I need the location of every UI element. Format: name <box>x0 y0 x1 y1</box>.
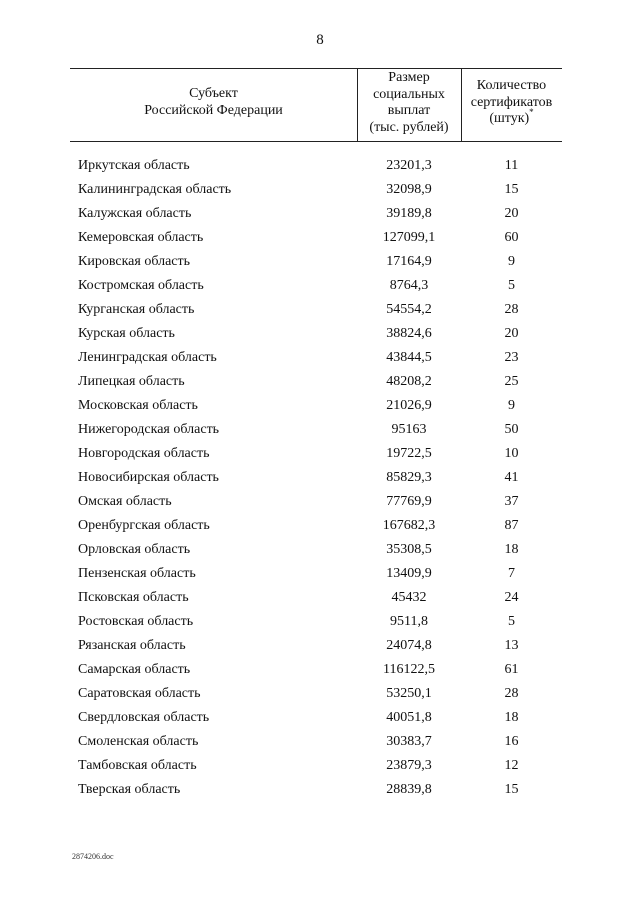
certificates-cell: 87 <box>504 518 519 533</box>
region-name-cell: Калужская область <box>78 206 192 221</box>
footnote-mark: * <box>529 107 534 118</box>
payments-cell: 9511,8 <box>390 614 428 629</box>
region-name-cell: Тверская область <box>78 782 181 797</box>
payments-cell: 77769,9 <box>386 494 432 509</box>
region-name-cell: Саратовская область <box>78 686 201 701</box>
table-row <box>0 731 640 755</box>
table-row <box>0 323 640 347</box>
region-name-cell: Иркутская область <box>78 158 190 173</box>
region-name-cell: Нижегородская область <box>78 422 220 437</box>
table-row <box>0 683 640 707</box>
table-row <box>0 443 640 467</box>
region-name-cell: Новгородская область <box>78 446 210 461</box>
column-header-payments-line: Размер <box>388 70 430 85</box>
payments-cell: 24074,8 <box>386 638 432 653</box>
column-header-payments-line: социальных <box>373 86 445 102</box>
certificates-cell: 15 <box>504 782 519 797</box>
certificates-cell: 18 <box>504 710 519 725</box>
certificates-cell: 41 <box>504 470 519 485</box>
region-name-cell: Курская область <box>78 326 175 341</box>
table-row <box>0 275 640 299</box>
certificates-cell: 37 <box>504 494 519 509</box>
certificates-cell: 23 <box>504 350 519 365</box>
payments-cell: 127099,1 <box>382 230 436 245</box>
table-row <box>0 659 640 683</box>
table-row <box>0 467 640 491</box>
payments-cell: 32098,9 <box>386 182 432 197</box>
certificates-cell: 60 <box>504 230 519 245</box>
table-row <box>0 419 640 443</box>
table-row <box>0 155 640 179</box>
payments-cell: 39189,8 <box>386 206 432 221</box>
certificates-cell: 9 <box>508 398 515 413</box>
certificates-cell: 9 <box>508 254 515 269</box>
column-header-payments <box>357 70 461 136</box>
column-header-certificates <box>461 78 562 128</box>
region-name-cell: Калининградская область <box>78 182 232 197</box>
table-row <box>0 251 640 275</box>
certificates-cell: 24 <box>504 590 519 605</box>
column-header-certificates-line <box>461 107 562 128</box>
payments-cell: 19722,5 <box>386 446 432 461</box>
region-name-cell: Псковская область <box>78 590 189 605</box>
certificates-cell: 20 <box>504 206 519 221</box>
payments-cell: 35308,5 <box>386 542 432 557</box>
document-id: 2874206.doc <box>72 852 114 861</box>
region-name-cell: Омская область <box>78 494 172 509</box>
payments-cell: 95163 <box>391 422 427 437</box>
payments-cell: 13409,9 <box>386 566 432 581</box>
table-top-rule <box>70 68 562 69</box>
certificates-cell: 25 <box>504 374 519 389</box>
region-name-cell: Тамбовская область <box>78 758 197 773</box>
payments-cell: 17164,9 <box>386 254 432 269</box>
table-row <box>0 347 640 371</box>
payments-cell: 167682,3 <box>382 518 436 533</box>
table-row <box>0 203 640 227</box>
certificates-cell: 5 <box>508 278 515 293</box>
column-header-subject-line: Субъект <box>189 86 238 101</box>
column-header-certificates-line: сертификатов <box>470 94 553 110</box>
certificates-cell: 28 <box>504 302 519 317</box>
table-row <box>0 707 640 731</box>
certificates-cell: 15 <box>504 182 519 197</box>
region-name-cell: Свердловская область <box>78 710 210 725</box>
payments-cell: 8764,3 <box>389 278 429 293</box>
table-row <box>0 515 640 539</box>
table-row <box>0 755 640 779</box>
column-header-subject <box>70 86 357 119</box>
certificates-cell: 28 <box>504 686 519 701</box>
payments-cell: 85829,3 <box>386 470 432 485</box>
region-name-cell: Рязанская область <box>78 638 186 653</box>
column-header-certificates-line: Количество <box>476 78 547 93</box>
table-row <box>0 395 640 419</box>
certificates-cell: 61 <box>504 662 519 677</box>
region-name-cell: Самарская область <box>78 662 191 677</box>
payments-cell: 28839,8 <box>386 782 432 797</box>
region-name-cell: Кировская область <box>78 254 191 269</box>
certificates-cell: 7 <box>508 566 515 581</box>
table-row <box>0 635 640 659</box>
region-name-cell: Липецкая область <box>78 374 185 389</box>
payments-cell: 40051,8 <box>386 710 432 725</box>
page-number: 8 <box>316 32 324 48</box>
region-name-cell: Ленинградская область <box>78 350 217 365</box>
certificates-cell: 20 <box>504 326 519 341</box>
table-row <box>0 227 640 251</box>
certificates-cell: 12 <box>504 758 519 773</box>
region-name-cell: Смоленская область <box>78 734 199 749</box>
certificates-cell: 13 <box>504 638 519 653</box>
region-name-cell: Костромская область <box>78 278 204 293</box>
table-row <box>0 779 640 803</box>
header-bottom-rule <box>70 141 562 142</box>
region-name-cell: Ростовская область <box>78 614 194 629</box>
column-header-subject-line: Российской Федерации <box>144 102 283 118</box>
table-row <box>0 299 640 323</box>
payments-cell: 45432 <box>391 590 427 605</box>
payments-cell: 116122,5 <box>383 662 435 677</box>
table-body <box>0 155 640 803</box>
region-name-cell: Оренбургская область <box>78 518 210 533</box>
region-name-cell: Кемеровская область <box>78 230 204 245</box>
payments-cell: 23879,3 <box>386 758 432 773</box>
table-row <box>0 563 640 587</box>
payments-cell: 48208,2 <box>386 374 432 389</box>
payments-cell: 38824,6 <box>386 326 432 341</box>
region-name-cell: Курганская область <box>78 302 195 317</box>
certificates-cell: 11 <box>504 158 519 173</box>
table-row <box>0 587 640 611</box>
table-row <box>0 371 640 395</box>
table-row <box>0 611 640 635</box>
table-row <box>0 179 640 203</box>
certificates-cell: 10 <box>504 446 519 461</box>
certificates-cell: 16 <box>504 734 519 749</box>
payments-cell: 43844,5 <box>386 350 432 365</box>
payments-cell: 23201,3 <box>386 158 432 173</box>
certificates-cell: 18 <box>504 542 519 557</box>
region-name-cell: Московская область <box>78 398 198 413</box>
table-row <box>0 539 640 563</box>
region-name-cell: Орловская область <box>78 542 191 557</box>
certificates-unit: (штук) <box>489 111 530 126</box>
payments-cell: 54554,2 <box>386 302 432 317</box>
payments-cell: 30383,7 <box>386 734 432 749</box>
column-header-payments-line: (тыс. рублей) <box>369 119 449 135</box>
column-header-payments-line: выплат <box>387 103 431 118</box>
certificates-cell: 50 <box>504 422 519 437</box>
region-name-cell: Пензенская область <box>78 566 196 581</box>
certificates-cell: 5 <box>508 614 515 629</box>
payments-cell: 21026,9 <box>386 398 432 413</box>
payments-cell: 53250,1 <box>386 686 432 701</box>
table-row <box>0 491 640 515</box>
region-name-cell: Новосибирская область <box>78 470 219 485</box>
